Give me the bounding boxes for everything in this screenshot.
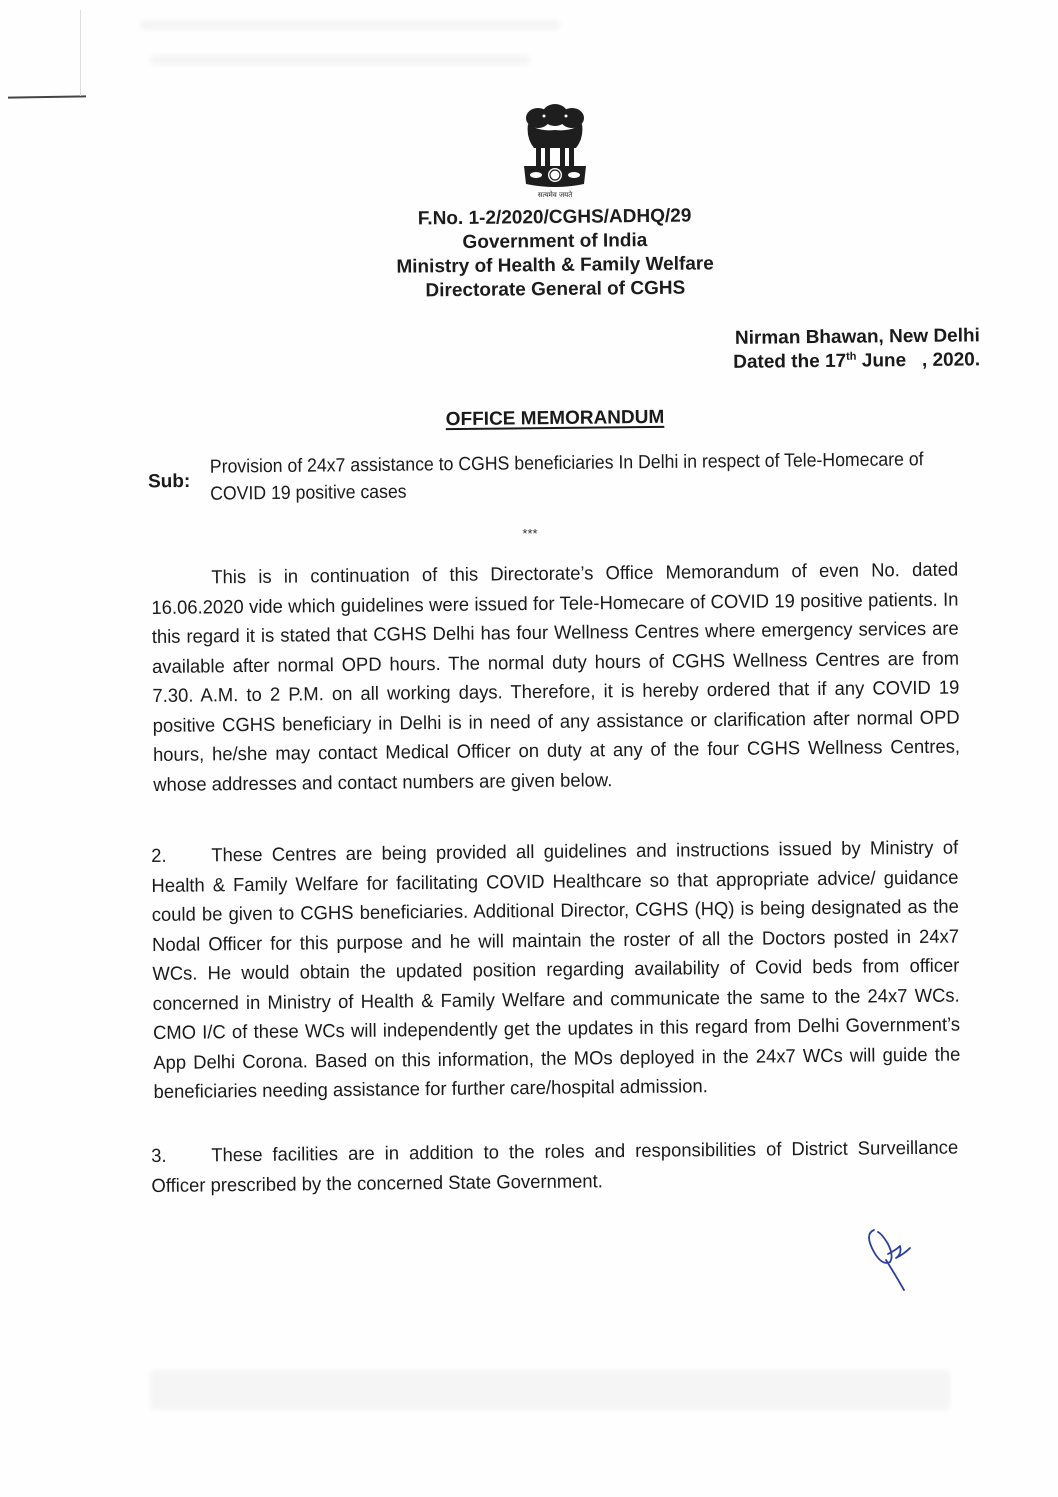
scan-artifact-line [8, 95, 86, 98]
paragraph-indent [151, 583, 211, 584]
bleed-through-artifact [150, 1370, 950, 1410]
paragraph-number: 3. [151, 1145, 167, 1167]
national-emblem-icon [518, 104, 592, 190]
subject-block [148, 446, 979, 509]
place-and-date [660, 324, 980, 375]
paragraph-1 [151, 556, 960, 800]
ministry-name: Ministry of Health & Family Welfare [396, 253, 714, 278]
subject-label: Sub: [147, 470, 191, 493]
bleed-through-artifact [150, 55, 530, 65]
paragraph-text: This is in continuation of this Directorate’s Office Memorandum of even No. dated 16.06.2020 vide which guidelines were issued for Tele-Homecare of COVID 19 positive patients. In this regard it is stated that CGHS Delhi has four Wellness Centres where emergency services are available after normal OPD hours. The normal duty hours of CGHS Wellness Centres are from 7.30. A.M. to 2 P.M. on all working days. Therefore, it is hereby ordered that if any COVID 19 positive CGHS beneficiary in Delhi is in need of any assistance or clarification after normal OPD hours, he/she may contact Medical Officer on duty at any of the four CGHS Wellness Centres, whose addresses and contact numbers are given below. [151, 559, 961, 796]
date-suffix: June , 2020. [856, 349, 981, 372]
paragraph-text: These Centres are being provided all guidelines and instructions issued by Ministry of Health & Family Welfare for facilitating COVID Healthcare so that appropriate advice/ guidance could be given to CGHS beneficiaries. Additional Director, CGHS (HQ) is being designated as the Nodal Officer for this purpose and he will maintain the roster of all the Doctors posted in 24x7 WCs. He would obtain the updated position regarding availability of Covid beds from officer concerned in Ministry of Health & Family Welfare and communicate the same to the 24x7 WCs. CMO I/C of these WCs will independently get the updates in this regard from Delhi Government’s App Delhi Corona. Based on this information, the MOs deployed in the 24x7 WCs will guide the beneficiaries needing assistance for further care/hospital admission. [151, 837, 961, 1103]
government-name: Government of India [462, 230, 648, 253]
place: Nirman Bhawan, New Delhi [734, 325, 980, 349]
signature-initials-icon [860, 1220, 930, 1295]
date-ordinal-suffix: th [846, 350, 857, 363]
paragraph-3 [151, 1134, 959, 1201]
paragraph-2 [151, 834, 961, 1108]
emblem-motto: सत्यमेव जयते [537, 191, 573, 199]
date-prefix: Dated the 17 [733, 350, 847, 373]
letterhead [330, 204, 781, 305]
paragraph-number: 2. [151, 845, 167, 867]
date [660, 348, 980, 375]
scan-artifact-edge [80, 10, 81, 96]
document-title: OFFICE MEMORANDUM [445, 406, 665, 431]
bleed-through-artifact [140, 20, 560, 30]
paragraph-text: These facilities are in addition to the roles and responsibilities of District Surveillance Officer prescribed by the concerned State Government. [151, 1137, 959, 1197]
directorate-name: Directorate General of CGHS [425, 277, 686, 302]
separator: *** [522, 526, 538, 541]
subject-text: Provision of 24x7 assistance to CGHS beneficiaries In Delhi in respect of Tele-Homecare of COVID 19 positive cases [209, 449, 924, 505]
file-number: F.No. 1-2/2020/CGHS/ADHQ/29 [417, 205, 692, 230]
